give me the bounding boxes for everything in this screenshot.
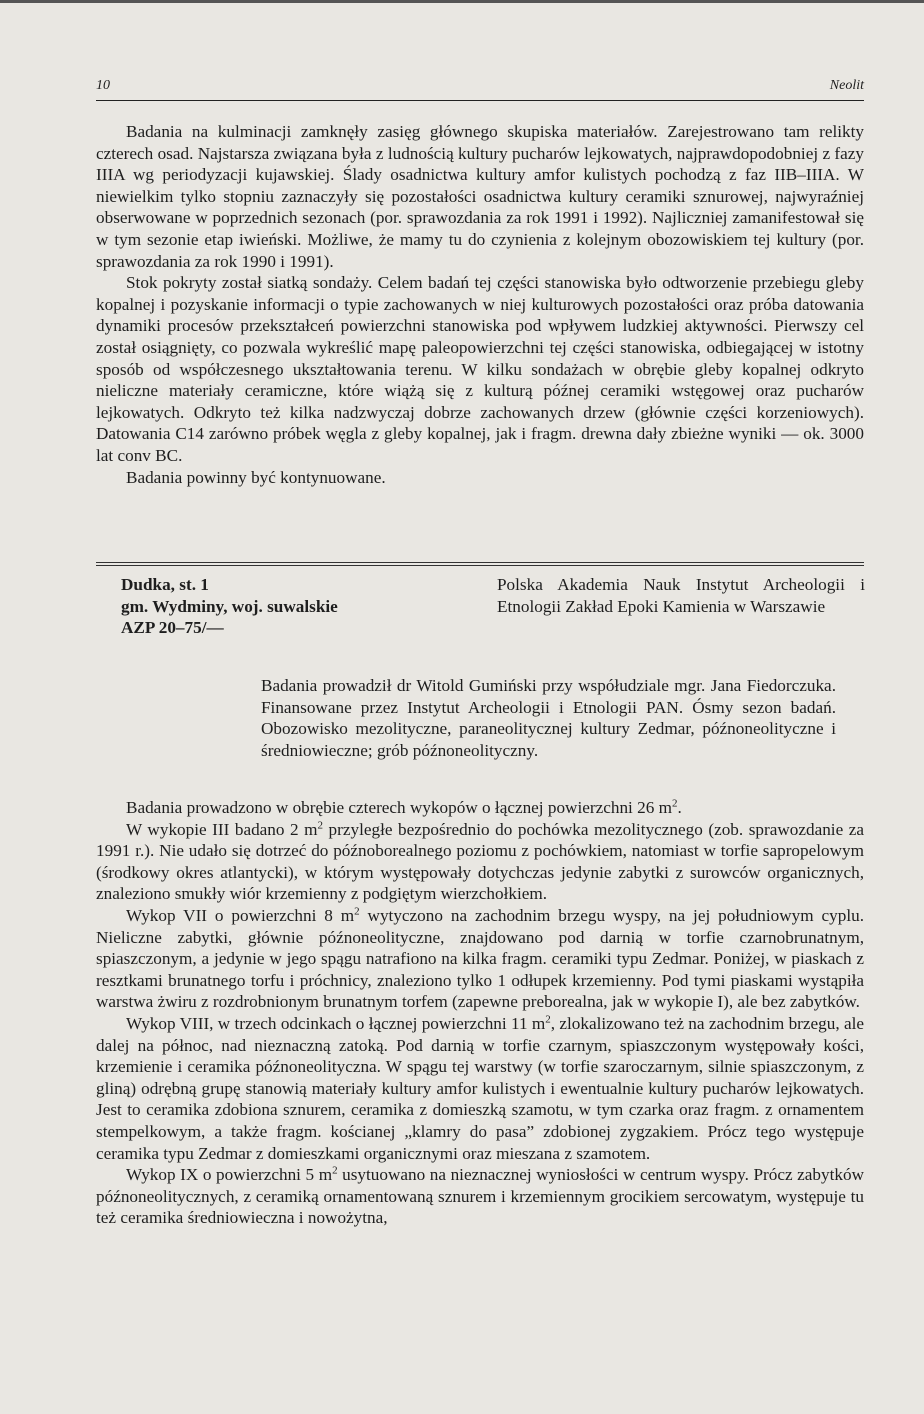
paragraph: Badania powinny być kontynuowane. (126, 467, 386, 487)
section-divider (96, 562, 864, 563)
running-title: Neolit (829, 78, 864, 93)
site-abstract: Badania prowadził dr Witold Gumiński przy współudziale mgr. Jana Fiedorczuka. Finansowane przez Instytut Archeologii i Etnologii PAN. Ósmy sezon badań. Obozowisko mezolityczne, paraneolitycznej kultury Zedmar, późnoneolityczne i średniowieczne; grób późnoneolityczny. (261, 676, 836, 760)
section-divider (96, 565, 864, 566)
paragraph: Wykop IX o powierzchni 5 $m^2$ usytuowano na nieznacznej wyniosłości w centrum wyspy. Prócz zabytków późnoneolitycznych, z ceramiką ornamentowaną sznurem i krzemiennym grocikiem sercowatym, występuje tu też ceramika średniowieczna i nowożytna, (96, 1164, 864, 1228)
site-location: gm. Wydminy, woj. suwalskie (121, 596, 338, 616)
scan-top-edge (0, 0, 924, 3)
report-text-lower (96, 797, 864, 1229)
paragraph: Stok pokryty został siatką sondaży. Celem badań tej części stanowiska było odtworzenie przebiegu gleby kopalnej i pozyskanie informacji o typie zachowanych w niej kulturowych pozostałości oraz próba datowania dynamiki procesów przekształceń powierzchni stanowiska pod wpływem ludzkiej aktywności. Pierwszy cel został osiągnięty, co pozwala wykreślić mapę paleopowierzchni tej części stanowiska, odbiegającej w istotny sposób od współczesnego ukształtowania terenu. W kilku sondażach w obrębie gleby kopalnej odkryto nieliczne materiały ceramiczne, które wiążą się z kulturą późnej ceramiki wstęgowej oraz pucharów lejkowatych. Odkryto też kilka nadzwyczaj dobrze zachowanych drzew (głównie części korzeniowych). Datowania C14 zarówno próbek węgla z gleby kopalnej, jak i fragm. drewna dały zbieżne wyniki — ok. 3000 lat conv BC. (96, 273, 864, 465)
paragraph: Wykop VIII, w trzech odcinkach o łącznej powierzchni 11 $m^2$, zlokalizowano też na zachodnim brzegu, ale dalej na północ, nad nieznaczną zatoką. Pod darnią w torfie czarnym, spiaszczonym występowały kości, krzemienie i ceramika późnoneolityczna. W spągu tej warstwy (w torfie szaroczarnym, silnie spiaszczonym, z gliną) odrębną grupę stanowią materiały kultury amfor kulistych i ewentualnie kultury pucharów lejkowatych. Jest to ceramika zdobiona sznurem, ceramika z domieszką szamotu, w tym czarka oraz fragm. z ornamentem stempelkowym, a także fragm. kościanej „klamry do pasa” zdobionej zygzakiem. Prócz tego występuje ceramika typu Zedmar z domieszkami organicznymi oraz mieszana z szamotem. (96, 1013, 864, 1163)
site-institution: Polska Akademia Nauk Instytut Archeologii i Etnologii Zakład Epoki Kamienia w Warszawie (497, 575, 865, 616)
site-heading (121, 574, 461, 639)
site-azp: AZP 20–75/— (121, 618, 224, 638)
page-header (96, 76, 864, 101)
paragraph: Wykop VII o powierzchni 8 $m^2$ wytyczono na zachodnim brzegu wyspy, na jej południowym cyplu. Nieliczne zabytki, głównie późnoneolityczne, znajdowano pod darnią w torfie czarnobrunatnym, spiaszczonym, a jedynie w jego spągu natrafiono na kilka fragm. ceramiki typu Zedmar. Poniżej, w piaskach z resztkami brunatnego torfu i próchnicy, znaleziono tylko 1 odłupek krzemienny. Pod tymi piaskami wystąpiła warstwa żwiru z rozdrobnionym brunatnym torfem (zapewne preborealna, jak w wykopie I), ale bez zabytków. (96, 905, 864, 1012)
paragraph: Badania prowadzono w obrębie czterech wykopów o łącznej powierzchni 26 $m^2$. (126, 797, 682, 817)
page-number: 10 (96, 78, 110, 93)
paragraph: Badania na kulminacji zamknęły zasięg głównego skupiska materiałów. Zarejestrowano tam relikty czterech osad. Najstarsza związana była z ludnością kultury pucharów lejkowatych, najprawdopodobniej z fazy IIIA wg periodyzacji kujawskiej. Ślady osadnictwa kultury amfor kulistych pochodzą z faz IIB–IIIA. W niewielkim tylko stopniu zaznaczyły się pozostałości osadnictwa kultury ceramiki sznurowej, najwyraźniej obserwowane w poprzednich sezonach (por. sprawozdania za rok 1991 i 1992). Najliczniej zamanifestował się w tym sezonie etap iwieński. Możliwe, że mamy tu do czynienia z kolejnym obozowiskiem tej kultury (por. sprawozdania za rok 1990 i 1991). (96, 122, 864, 271)
paragraph: W wykopie III badano 2 $m^2$ przyległe bezpośrednio do pochówka mezolitycznego (zob. sprawozdanie za 1991 r.). Nie udało się dotrzeć do późnoborealnego poziomu z pochówkiem, natomiast w torfie sapropelowym (środkowy okres atlantycki), w którym występowały dotychczas jedynie zabytki z surowców organicznych, znaleziono smukły wiór krzemienny z podgiętym wierzchołkiem. (96, 818, 864, 904)
report-text-upper (96, 121, 864, 488)
site-name: Dudka, st. 1 (121, 575, 209, 594)
